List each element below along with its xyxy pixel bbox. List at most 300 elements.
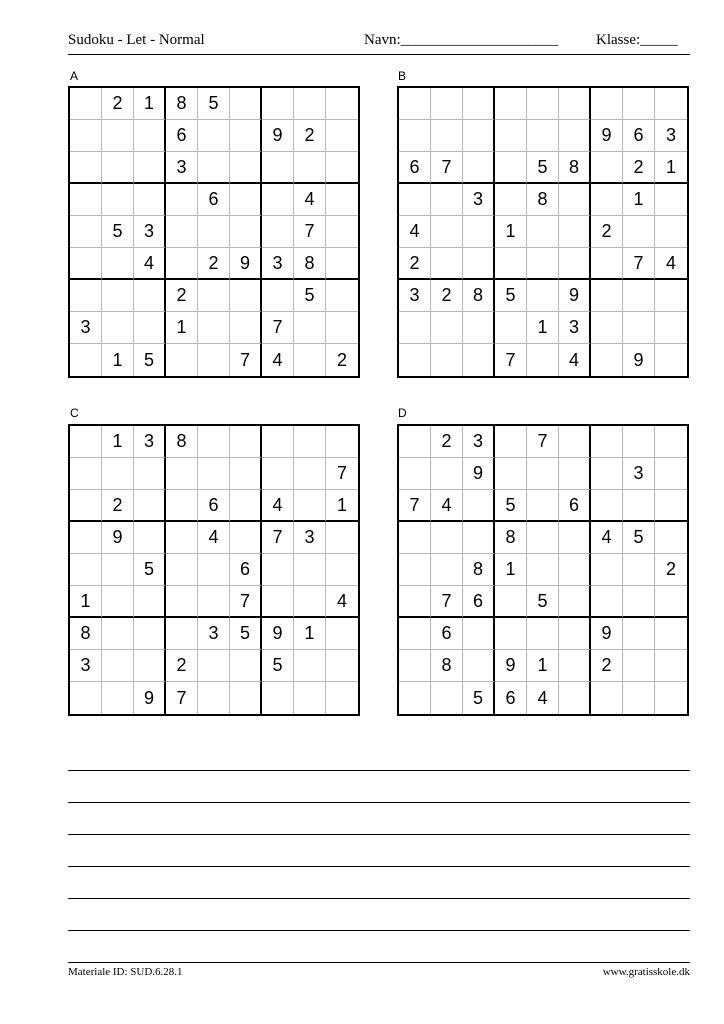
sudoku-cell[interactable]	[326, 152, 358, 184]
sudoku-cell[interactable]: 7	[431, 152, 463, 184]
sudoku-cell[interactable]	[166, 458, 198, 490]
sudoku-cell[interactable]: 1	[527, 650, 559, 682]
sudoku-cell[interactable]	[70, 120, 102, 152]
sudoku-cell[interactable]	[326, 554, 358, 586]
sudoku-cell[interactable]	[70, 522, 102, 554]
sudoku-cell[interactable]	[70, 88, 102, 120]
sudoku-cell[interactable]	[326, 618, 358, 650]
sudoku-cell[interactable]: 6	[198, 184, 230, 216]
sudoku-cell[interactable]	[591, 248, 623, 280]
sudoku-cell[interactable]	[399, 120, 431, 152]
sudoku-cell[interactable]: 9	[591, 618, 623, 650]
sudoku-cell[interactable]: 7	[527, 426, 559, 458]
sudoku-cell[interactable]: 1	[102, 344, 134, 376]
sudoku-cell[interactable]	[134, 120, 166, 152]
sudoku-cell[interactable]	[230, 216, 262, 248]
sudoku-cell[interactable]	[134, 650, 166, 682]
sudoku-cell[interactable]	[166, 490, 198, 522]
sudoku-cell[interactable]	[102, 280, 134, 312]
sudoku-cell[interactable]	[431, 682, 463, 714]
sudoku-cell[interactable]	[70, 682, 102, 714]
sudoku-cell[interactable]	[134, 490, 166, 522]
sudoku-cell[interactable]: 5	[527, 586, 559, 618]
sudoku-cell[interactable]: 2	[166, 280, 198, 312]
sudoku-cell[interactable]	[70, 554, 102, 586]
sudoku-cell[interactable]: 9	[591, 120, 623, 152]
sudoku-cell[interactable]	[102, 650, 134, 682]
sudoku-cell[interactable]: 2	[591, 650, 623, 682]
sudoku-cell[interactable]	[294, 312, 326, 344]
sudoku-cell[interactable]: 2	[336, 349, 347, 370]
sudoku-cell[interactable]	[294, 586, 326, 618]
sudoku-cell[interactable]	[591, 280, 623, 312]
sudoku-cell[interactable]: 5	[134, 554, 166, 586]
sudoku-cell[interactable]: 3	[134, 216, 166, 248]
sudoku-cell[interactable]	[166, 522, 198, 554]
sudoku-cell[interactable]: 8	[166, 426, 198, 458]
sudoku-cell[interactable]	[294, 344, 326, 376]
sudoku-cell[interactable]	[134, 458, 166, 490]
sudoku-cell[interactable]: 5	[294, 280, 326, 312]
sudoku-cell[interactable]: 9	[262, 618, 294, 650]
sudoku-cell[interactable]	[230, 490, 262, 522]
sudoku-cell[interactable]	[431, 522, 463, 554]
sudoku-cell[interactable]	[623, 586, 655, 618]
sudoku-cell[interactable]	[527, 344, 559, 376]
sudoku-cell[interactable]	[559, 554, 591, 586]
sudoku-cell[interactable]	[463, 618, 495, 650]
sudoku-cell[interactable]	[102, 152, 134, 184]
sudoku-cell[interactable]	[431, 458, 463, 490]
sudoku-cell[interactable]: 2	[294, 120, 326, 152]
sudoku-cell[interactable]	[559, 586, 591, 618]
sudoku-cell[interactable]	[495, 458, 527, 490]
sudoku-cell[interactable]: 7	[495, 344, 527, 376]
sudoku-cell[interactable]: 1	[102, 426, 134, 458]
sudoku-cell[interactable]: 4	[262, 344, 294, 376]
sudoku-cell[interactable]: 4	[294, 184, 326, 216]
sudoku-cell[interactable]	[431, 312, 463, 344]
sudoku-cell[interactable]: 4	[591, 522, 623, 554]
sudoku-cell[interactable]: 4	[262, 490, 294, 522]
sudoku-cell[interactable]: 7	[431, 586, 463, 618]
sudoku-cell[interactable]	[230, 184, 262, 216]
sudoku-cell[interactable]	[463, 216, 495, 248]
sudoku-cell[interactable]	[230, 458, 262, 490]
sudoku-cell[interactable]	[591, 184, 623, 216]
sudoku-cell[interactable]: 8	[294, 248, 326, 280]
sudoku-cell[interactable]	[326, 650, 358, 682]
sudoku-cell[interactable]: 8	[166, 88, 198, 120]
sudoku-cell[interactable]	[591, 682, 623, 714]
sudoku-cell[interactable]	[655, 280, 687, 312]
sudoku-cell[interactable]	[294, 458, 326, 490]
sudoku-cell[interactable]	[591, 344, 623, 376]
sudoku-cell[interactable]	[294, 152, 326, 184]
sudoku-cell[interactable]: 9	[559, 280, 591, 312]
sudoku-cell[interactable]	[230, 682, 262, 714]
sudoku-cell[interactable]: 7	[166, 682, 198, 714]
sudoku-cell[interactable]	[399, 344, 431, 376]
sudoku-cell[interactable]	[559, 458, 591, 490]
sudoku-cell[interactable]	[326, 88, 358, 120]
sudoku-cell[interactable]	[262, 216, 294, 248]
sudoku-cell[interactable]	[495, 426, 527, 458]
sudoku-cell[interactable]	[463, 120, 495, 152]
sudoku-cell[interactable]: 5	[495, 280, 527, 312]
sudoku-cell[interactable]: 2	[166, 650, 198, 682]
sudoku-cell[interactable]: 3	[294, 522, 326, 554]
sudoku-cell[interactable]	[326, 280, 358, 312]
sudoku-cell[interactable]	[463, 312, 495, 344]
sudoku-cell[interactable]	[230, 426, 262, 458]
sudoku-cell[interactable]: 4	[431, 490, 463, 522]
sudoku-cell[interactable]	[102, 248, 134, 280]
sudoku-cell[interactable]: 7	[230, 344, 262, 376]
sudoku-cell[interactable]: 4	[198, 522, 230, 554]
sudoku-cell[interactable]: 7	[326, 458, 358, 490]
sudoku-cell[interactable]: 9	[230, 248, 262, 280]
sudoku-cell[interactable]: 2	[102, 490, 134, 522]
sudoku-cell[interactable]	[198, 152, 230, 184]
sudoku-cell[interactable]: 9	[495, 650, 527, 682]
sudoku-cell[interactable]	[655, 650, 687, 682]
sudoku-cell[interactable]	[294, 650, 326, 682]
website-link[interactable]: www.gratisskole.dk	[602, 966, 690, 978]
sudoku-cell[interactable]	[230, 152, 262, 184]
sudoku-cell[interactable]: 5	[134, 344, 166, 376]
sudoku-cell[interactable]	[230, 650, 262, 682]
sudoku-cell[interactable]	[463, 490, 495, 522]
sudoku-cell[interactable]	[326, 216, 358, 248]
sudoku-cell[interactable]: 3	[623, 458, 655, 490]
sudoku-cell[interactable]	[102, 586, 134, 618]
sudoku-cell[interactable]: 3	[655, 120, 687, 152]
sudoku-cell[interactable]	[262, 152, 294, 184]
sudoku-cell[interactable]	[559, 88, 591, 120]
sudoku-cell[interactable]	[623, 312, 655, 344]
sudoku-cell[interactable]	[559, 682, 591, 714]
sudoku-cell[interactable]: 7	[262, 312, 294, 344]
sudoku-cell[interactable]	[134, 522, 166, 554]
sudoku-cell[interactable]	[463, 152, 495, 184]
sudoku-cell[interactable]: 9	[262, 120, 294, 152]
sudoku-cell[interactable]	[559, 618, 591, 650]
sudoku-cell[interactable]	[134, 618, 166, 650]
sudoku-cell[interactable]	[70, 280, 102, 312]
sudoku-cell[interactable]: 6	[559, 490, 591, 522]
sudoku-cell[interactable]	[166, 216, 198, 248]
sudoku-cell[interactable]	[294, 88, 326, 120]
sudoku-cell[interactable]	[399, 618, 431, 650]
sudoku-cell[interactable]	[623, 490, 655, 522]
sudoku-cell[interactable]	[166, 344, 198, 376]
sudoku-cell[interactable]	[655, 88, 687, 120]
sudoku-cell[interactable]	[326, 120, 358, 152]
sudoku-cell[interactable]	[198, 458, 230, 490]
sudoku-cell[interactable]	[527, 554, 559, 586]
sudoku-cell[interactable]	[134, 280, 166, 312]
sudoku-cell[interactable]	[70, 216, 102, 248]
sudoku-cell[interactable]: 3	[262, 248, 294, 280]
sudoku-cell[interactable]: 7	[262, 522, 294, 554]
sudoku-cell[interactable]: 2	[655, 554, 687, 586]
sudoku-cell[interactable]: 5	[230, 618, 262, 650]
sudoku-cell[interactable]	[431, 554, 463, 586]
sudoku-cell[interactable]	[399, 586, 431, 618]
sudoku-cell[interactable]	[166, 184, 198, 216]
sudoku-cell[interactable]	[559, 426, 591, 458]
sudoku-cell[interactable]	[198, 312, 230, 344]
sudoku-cell[interactable]	[559, 248, 591, 280]
sudoku-cell[interactable]	[294, 554, 326, 586]
sudoku-cell[interactable]: 4	[655, 248, 687, 280]
sudoku-cell[interactable]: 6	[623, 120, 655, 152]
sudoku-cell[interactable]: 1	[527, 312, 559, 344]
sudoku-cell[interactable]	[198, 682, 230, 714]
sudoku-cell[interactable]	[198, 586, 230, 618]
sudoku-cell[interactable]	[326, 312, 358, 344]
sudoku-cell[interactable]	[559, 120, 591, 152]
sudoku-cell[interactable]	[399, 426, 431, 458]
sudoku-cell[interactable]	[463, 650, 495, 682]
sudoku-cell[interactable]	[623, 216, 655, 248]
sudoku-cell[interactable]	[262, 184, 294, 216]
sudoku-cell[interactable]	[198, 344, 230, 376]
sudoku-cell[interactable]: 2	[431, 426, 463, 458]
sudoku-cell[interactable]	[591, 312, 623, 344]
sudoku-cell[interactable]: 2	[431, 280, 463, 312]
sudoku-cell[interactable]	[655, 522, 687, 554]
sudoku-cell[interactable]	[527, 88, 559, 120]
sudoku-cell[interactable]	[102, 682, 134, 714]
sudoku-cell[interactable]	[134, 152, 166, 184]
sudoku-cell[interactable]	[655, 426, 687, 458]
sudoku-cell[interactable]: 6	[230, 554, 262, 586]
sudoku-cell[interactable]	[230, 120, 262, 152]
sudoku-cell[interactable]: 7	[230, 586, 262, 618]
sudoku-cell[interactable]	[655, 682, 687, 714]
sudoku-cell[interactable]: 8	[527, 184, 559, 216]
sudoku-cell[interactable]	[559, 650, 591, 682]
sudoku-cell[interactable]: 6	[198, 490, 230, 522]
sudoku-cell[interactable]	[623, 280, 655, 312]
sudoku-cell[interactable]: 7	[623, 248, 655, 280]
sudoku-cell[interactable]: 1	[294, 618, 326, 650]
sudoku-cell[interactable]	[399, 650, 431, 682]
sudoku-cell[interactable]	[166, 618, 198, 650]
sudoku-cell[interactable]: 3	[70, 650, 102, 682]
sudoku-cell[interactable]	[102, 120, 134, 152]
sudoku-cell[interactable]: 2	[591, 216, 623, 248]
sudoku-cell[interactable]	[262, 458, 294, 490]
sudoku-cell[interactable]: 1	[166, 312, 198, 344]
sudoku-cell[interactable]	[623, 650, 655, 682]
sudoku-cell[interactable]: 4	[527, 682, 559, 714]
sudoku-cell[interactable]: 5	[198, 88, 230, 120]
sudoku-cell[interactable]	[70, 490, 102, 522]
sudoku-cell[interactable]	[262, 88, 294, 120]
sudoku-cell[interactable]: 5	[527, 152, 559, 184]
sudoku-cell[interactable]	[527, 120, 559, 152]
sudoku-cell[interactable]	[399, 184, 431, 216]
sudoku-cell[interactable]: 5	[623, 522, 655, 554]
sudoku-cell[interactable]: 9	[102, 522, 134, 554]
sudoku-cell[interactable]: 1	[70, 586, 102, 618]
sudoku-cell[interactable]: 9	[623, 344, 655, 376]
sudoku-cell[interactable]: 3	[463, 426, 495, 458]
sudoku-cell[interactable]: 8	[463, 280, 495, 312]
sudoku-cell[interactable]	[70, 458, 102, 490]
sudoku-cell[interactable]: 2	[102, 88, 134, 120]
sudoku-cell[interactable]	[198, 120, 230, 152]
sudoku-cell[interactable]	[230, 522, 262, 554]
sudoku-cell[interactable]	[326, 184, 358, 216]
sudoku-cell[interactable]	[294, 682, 326, 714]
sudoku-cell[interactable]	[495, 120, 527, 152]
sudoku-cell[interactable]	[591, 88, 623, 120]
sudoku-cell[interactable]	[262, 554, 294, 586]
sudoku-cell[interactable]	[134, 184, 166, 216]
sudoku-cell[interactable]	[527, 248, 559, 280]
sudoku-cell[interactable]	[262, 682, 294, 714]
sudoku-cell[interactable]	[166, 554, 198, 586]
sudoku-cell[interactable]: 6	[166, 120, 198, 152]
sudoku-cell[interactable]	[70, 152, 102, 184]
sudoku-cell[interactable]	[527, 280, 559, 312]
sudoku-cell[interactable]	[70, 426, 102, 458]
sudoku-cell[interactable]	[559, 184, 591, 216]
sudoku-cell[interactable]	[559, 216, 591, 248]
sudoku-cell[interactable]	[230, 312, 262, 344]
sudoku-cell[interactable]	[431, 120, 463, 152]
sudoku-cell[interactable]	[527, 216, 559, 248]
sudoku-cell[interactable]	[326, 426, 358, 458]
sudoku-cell[interactable]	[495, 586, 527, 618]
sudoku-cell[interactable]	[166, 586, 198, 618]
sudoku-cell[interactable]	[294, 490, 326, 522]
sudoku-cell[interactable]	[399, 458, 431, 490]
sudoku-cell[interactable]	[102, 312, 134, 344]
sudoku-cell[interactable]: 3	[463, 184, 495, 216]
sudoku-cell[interactable]: 1	[134, 88, 166, 120]
sudoku-cell[interactable]: 3	[70, 312, 102, 344]
sudoku-cell[interactable]: 4	[134, 248, 166, 280]
sudoku-cell[interactable]	[527, 522, 559, 554]
sudoku-cell[interactable]	[655, 312, 687, 344]
sudoku-cell[interactable]: 2	[198, 248, 230, 280]
sudoku-cell[interactable]: 1	[495, 554, 527, 586]
sudoku-cell[interactable]: 6	[495, 682, 527, 714]
sudoku-cell[interactable]	[591, 554, 623, 586]
sudoku-cell[interactable]	[463, 344, 495, 376]
sudoku-cell[interactable]	[102, 458, 134, 490]
sudoku-cell[interactable]	[495, 152, 527, 184]
sudoku-cell[interactable]: 8	[431, 650, 463, 682]
sudoku-cell[interactable]: 2	[623, 152, 655, 184]
sudoku-cell[interactable]	[230, 280, 262, 312]
sudoku-cell[interactable]: 6	[431, 618, 463, 650]
sudoku-cell[interactable]	[623, 618, 655, 650]
sudoku-cell[interactable]	[655, 216, 687, 248]
sudoku-cell[interactable]	[70, 344, 102, 376]
sudoku-cell[interactable]	[198, 554, 230, 586]
sudoku-cell[interactable]: 1	[495, 216, 527, 248]
sudoku-cell[interactable]	[230, 88, 262, 120]
sudoku-cell[interactable]	[463, 88, 495, 120]
sudoku-cell[interactable]: 7	[294, 216, 326, 248]
sudoku-cell[interactable]: 5	[262, 650, 294, 682]
sudoku-cell[interactable]	[102, 554, 134, 586]
sudoku-cell[interactable]	[399, 554, 431, 586]
sudoku-cell[interactable]	[463, 248, 495, 280]
sudoku-cell[interactable]	[591, 490, 623, 522]
sudoku-cell[interactable]	[431, 88, 463, 120]
sudoku-cell[interactable]	[623, 426, 655, 458]
sudoku-cell[interactable]: 9	[463, 458, 495, 490]
sudoku-cell[interactable]	[326, 248, 358, 280]
sudoku-cell[interactable]	[495, 184, 527, 216]
sudoku-cell[interactable]	[495, 618, 527, 650]
sudoku-cell[interactable]: 6	[463, 586, 495, 618]
sudoku-cell[interactable]	[463, 522, 495, 554]
sudoku-cell[interactable]	[527, 458, 559, 490]
sudoku-cell[interactable]	[623, 554, 655, 586]
sudoku-cell[interactable]: 4	[559, 344, 591, 376]
sudoku-cell[interactable]	[655, 458, 687, 490]
sudoku-cell[interactable]	[623, 682, 655, 714]
sudoku-cell[interactable]	[527, 618, 559, 650]
sudoku-cell[interactable]: 4	[399, 216, 431, 248]
sudoku-cell[interactable]	[591, 152, 623, 184]
sudoku-cell[interactable]: 8	[495, 522, 527, 554]
sudoku-cell[interactable]	[134, 312, 166, 344]
sudoku-cell[interactable]: 3	[198, 618, 230, 650]
sudoku-cell[interactable]: 9	[134, 682, 166, 714]
sudoku-cell[interactable]	[399, 522, 431, 554]
sudoku-cell[interactable]	[262, 280, 294, 312]
sudoku-cell[interactable]	[655, 618, 687, 650]
sudoku-cell[interactable]	[198, 426, 230, 458]
sudoku-cell[interactable]	[591, 426, 623, 458]
sudoku-cell[interactable]	[102, 184, 134, 216]
sudoku-cell[interactable]	[655, 344, 687, 376]
sudoku-cell[interactable]: 3	[399, 280, 431, 312]
sudoku-cell[interactable]: 5	[102, 216, 134, 248]
sudoku-cell[interactable]	[431, 248, 463, 280]
sudoku-cell[interactable]	[198, 650, 230, 682]
sudoku-cell[interactable]	[399, 88, 431, 120]
sudoku-cell[interactable]	[399, 682, 431, 714]
sudoku-cell[interactable]	[655, 586, 687, 618]
sudoku-cell[interactable]	[326, 522, 358, 554]
sudoku-cell[interactable]: 5	[495, 490, 527, 522]
sudoku-cell[interactable]: 8	[463, 554, 495, 586]
sudoku-cell[interactable]	[198, 280, 230, 312]
sudoku-cell[interactable]	[591, 586, 623, 618]
sudoku-cell[interactable]: 6	[399, 152, 431, 184]
sudoku-cell[interactable]	[527, 490, 559, 522]
sudoku-cell[interactable]: 2	[399, 248, 431, 280]
sudoku-cell[interactable]	[431, 216, 463, 248]
sudoku-cell[interactable]: 8	[559, 152, 591, 184]
sudoku-cell[interactable]	[431, 344, 463, 376]
sudoku-cell[interactable]: 1	[655, 152, 687, 184]
sudoku-cell[interactable]	[262, 586, 294, 618]
sudoku-cell[interactable]	[102, 618, 134, 650]
sudoku-cell[interactable]	[431, 184, 463, 216]
sudoku-cell[interactable]	[559, 522, 591, 554]
